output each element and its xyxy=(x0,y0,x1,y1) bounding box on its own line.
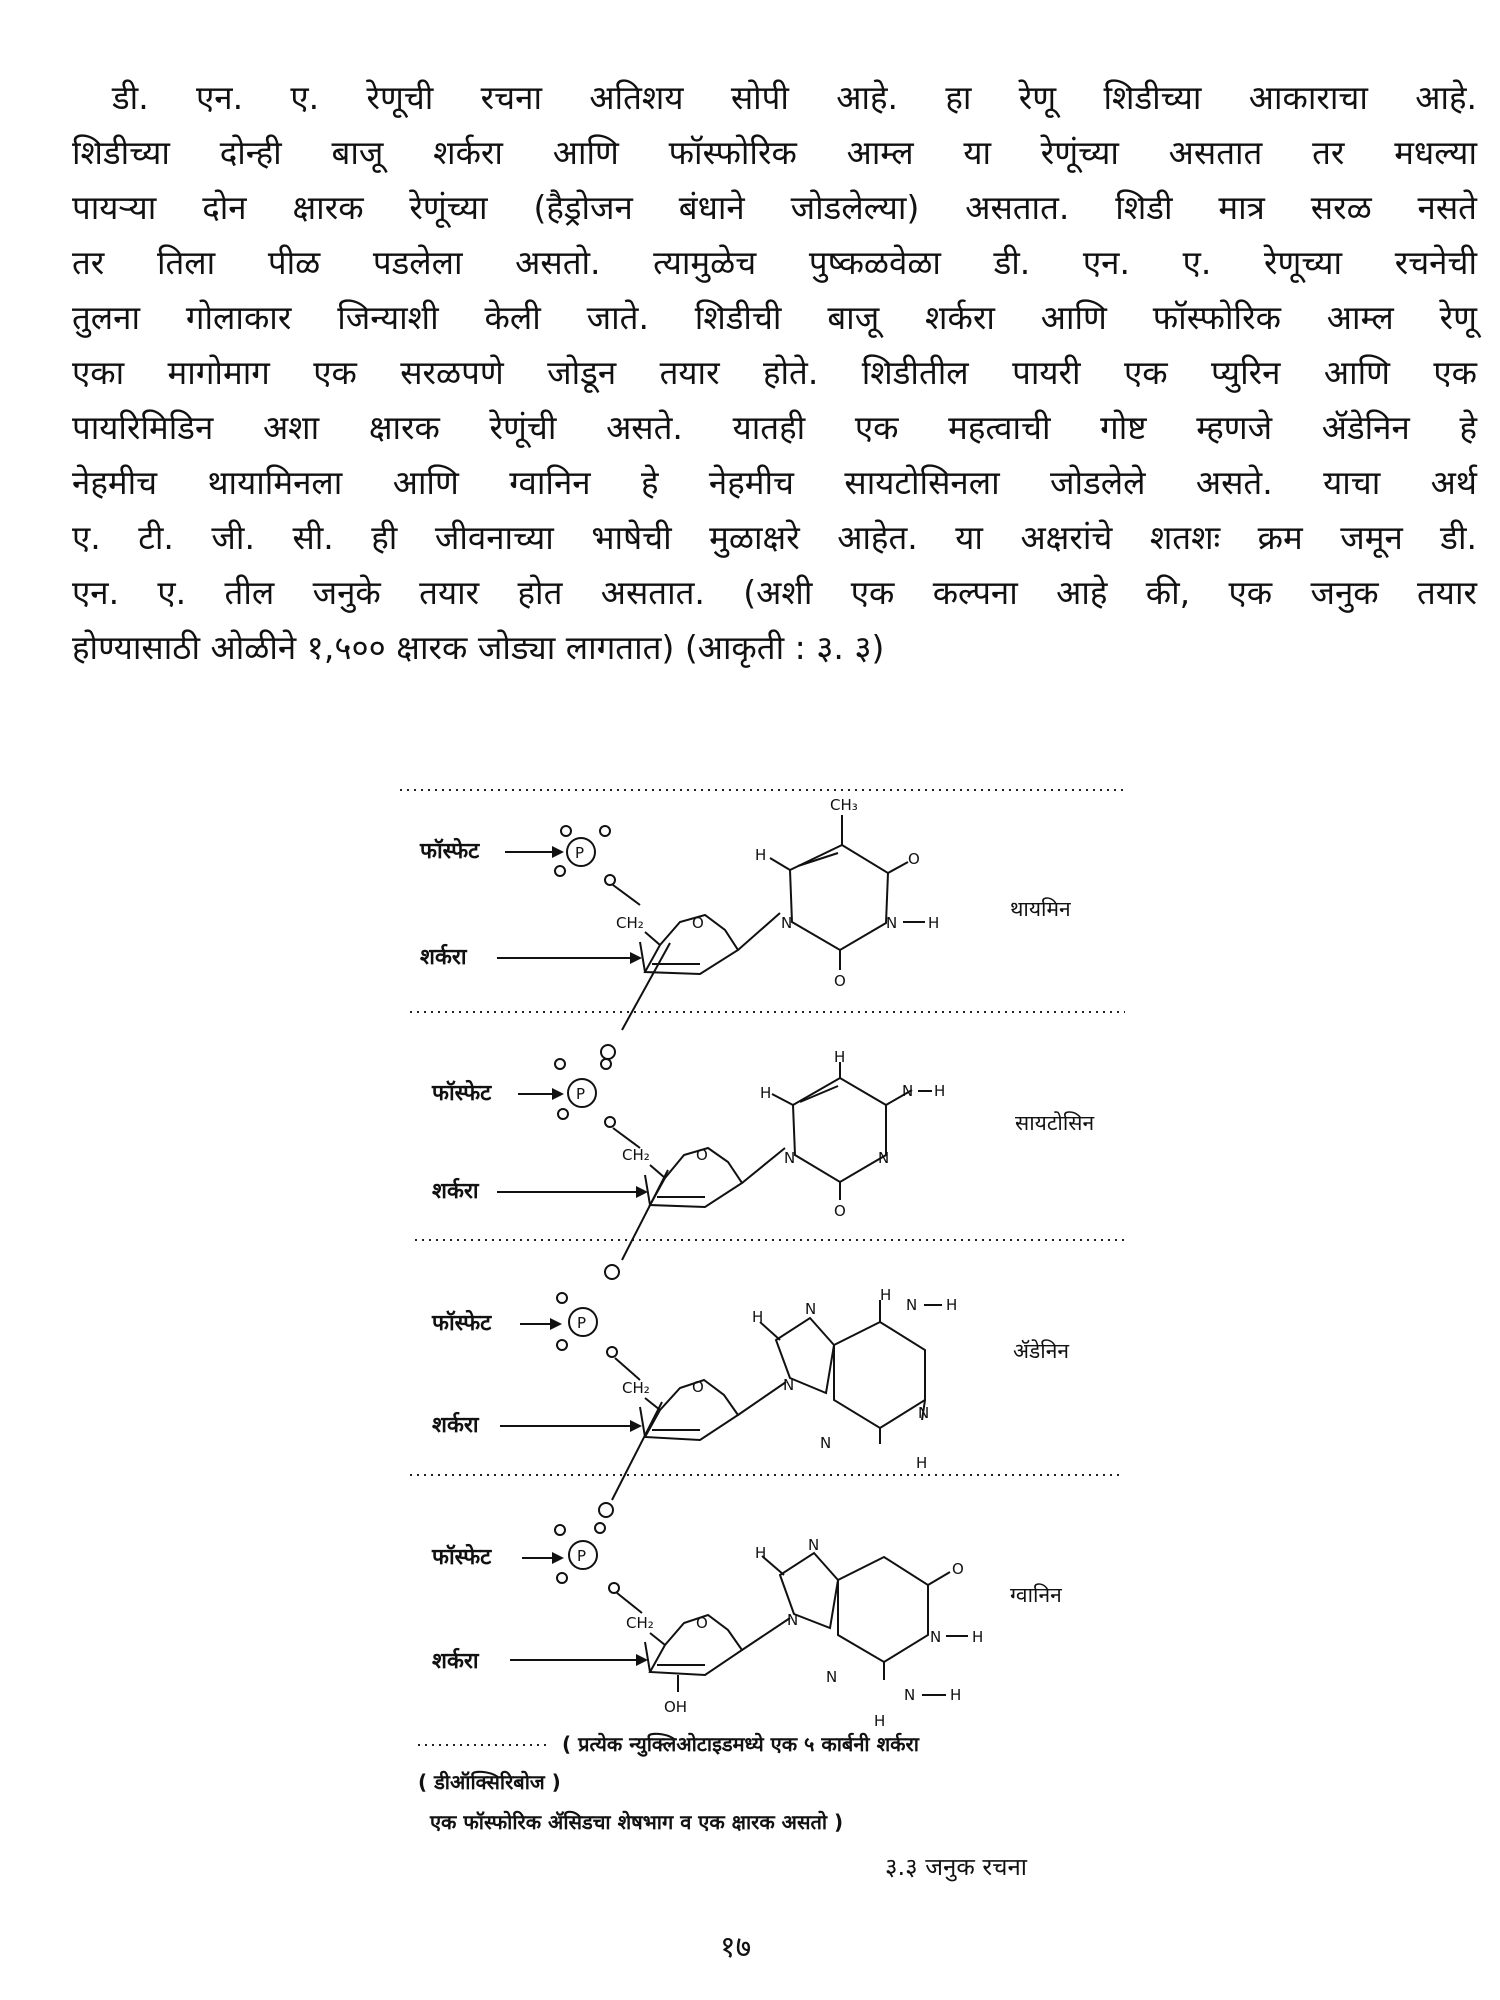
svg-text:N: N xyxy=(808,1536,820,1554)
svg-text:H: H xyxy=(834,1048,846,1066)
svg-text:P: P xyxy=(577,1314,587,1332)
svg-text:N: N xyxy=(904,1686,916,1704)
svg-text:H: H xyxy=(752,1308,764,1326)
phosphate-label: फॉस्फेट xyxy=(420,839,480,864)
svg-text:N: N xyxy=(820,1434,832,1452)
ch2-label: CH₂ xyxy=(622,1146,650,1164)
adenine-base-ring xyxy=(738,1300,925,1444)
svg-text:H: H xyxy=(946,1296,958,1314)
figure-caption-line3: एक फॉस्फोरिक ॲसिडचा शेषभाग व एक क्षारक असतो ) xyxy=(430,1810,844,1834)
nucleotide-thymine xyxy=(419,796,1071,990)
paragraph-line: ए. टी. जी. सी. ही जीवनाच्या भाषेची मुळाक्षरे आहेत. या अक्षरांचे शतशः क्रम जमून डी. xyxy=(72,518,1477,557)
sugar-ring xyxy=(640,915,738,974)
svg-text:O: O xyxy=(692,914,704,932)
phosphate-label: फॉस्फेट xyxy=(432,1311,492,1336)
svg-text:O: O xyxy=(834,1202,846,1220)
svg-text:O: O xyxy=(696,1146,708,1164)
svg-text:N: N xyxy=(878,1149,890,1167)
figure-caption-line1: ( प्रत्येक न्युक्लिओटाइडमध्ये एक ५ कार्बनी शर्करा xyxy=(562,1732,919,1756)
svg-text:H: H xyxy=(928,914,940,932)
svg-text:N: N xyxy=(781,914,793,932)
base-label: सायटोसिन xyxy=(1015,1111,1095,1135)
base-label: ॲडेनिन xyxy=(1013,1339,1070,1363)
svg-text:OH: OH xyxy=(664,1698,688,1716)
phosphate-label: फॉस्फेट xyxy=(432,1545,492,1570)
svg-text:O: O xyxy=(908,850,920,868)
paragraph-line: तर तिला पीळ पडलेला असतो. त्यामुळेच पुष्कळवेळा डी. एन. ए. रेणूच्या रचनेची xyxy=(72,243,1477,282)
svg-text:N: N xyxy=(918,1404,930,1422)
nucleotide-cytosine xyxy=(431,1048,1094,1220)
figure-title: ३.३ जनुक रचना xyxy=(885,1853,1027,1881)
paragraph-line: डी. एन. ए. रेणूची रचना अतिशय सोपी आहे. हा रेणू शिडीच्या आकाराचा आहे. xyxy=(112,78,1477,117)
paragraph-line: शिडीच्या दोन्ही बाजू शर्करा आणि फॉस्फोरिक आम्ल या रेणूंच्या असतात तर मधल्या xyxy=(72,133,1477,172)
paragraph-line: पायऱ्या दोन क्षारक रेणूंच्या (हैड्रोजन बंधाने जोडलेल्या) असतात. शिडी मात्र सरळ नसते xyxy=(72,188,1477,227)
sugar-ring xyxy=(640,1380,738,1440)
svg-text:N: N xyxy=(886,914,898,932)
svg-text:H: H xyxy=(972,1628,984,1646)
paragraph-line: एका मागोमाग एक सरळपणे जोडून तयार होते. शिडीतील पायरी एक प्युरिन आणि एक xyxy=(72,353,1477,392)
svg-text:P: P xyxy=(576,1085,586,1103)
svg-text:H: H xyxy=(755,846,767,864)
svg-text:N: N xyxy=(826,1668,838,1686)
svg-text:CH₃: CH₃ xyxy=(830,796,858,814)
nucleotide-adenine xyxy=(431,1286,1069,1472)
figure-caption-line2: ( डीऑक्सिरिबोज ) xyxy=(418,1770,561,1794)
phosphate-label: फॉस्फेट xyxy=(432,1081,492,1106)
svg-text:H: H xyxy=(934,1082,946,1100)
svg-text:O: O xyxy=(952,1560,964,1578)
ch2-label: CH₂ xyxy=(626,1614,654,1632)
ch2-label: CH₂ xyxy=(616,914,644,932)
svg-text:N: N xyxy=(783,1376,795,1394)
svg-text:O: O xyxy=(692,1378,704,1396)
svg-text:N: N xyxy=(902,1082,914,1100)
sugar-ring xyxy=(645,1615,742,1692)
cytosine-base-ring xyxy=(742,1062,912,1200)
svg-text:H: H xyxy=(880,1286,892,1304)
svg-text:H: H xyxy=(874,1712,886,1730)
svg-text:N: N xyxy=(930,1628,942,1646)
nucleotide-guanine xyxy=(431,1523,1062,1730)
sugar-ring xyxy=(645,1148,742,1207)
phosphate-group xyxy=(555,1059,640,1148)
paragraph-line: होण्यासाठी ओळीने १,५०० क्षारक जोड्या लागतात) (आकृती : ३. ३) xyxy=(72,628,885,667)
svg-text:O: O xyxy=(834,972,846,990)
paragraph-line: नेहमीच थायामिनला आणि ग्वानिन हे नेहमीच सायटोसिनला जोडलेले असते. याचा अर्थ xyxy=(72,463,1477,502)
svg-text:H: H xyxy=(950,1686,962,1704)
svg-text:P: P xyxy=(575,844,585,862)
phosphate-group xyxy=(555,826,640,905)
svg-text:P: P xyxy=(577,1547,587,1565)
sugar-label: शर्करा xyxy=(432,1179,479,1204)
svg-text:H: H xyxy=(755,1544,767,1562)
svg-text:O: O xyxy=(696,1614,708,1632)
svg-text:H: H xyxy=(760,1084,772,1102)
svg-text:N: N xyxy=(805,1300,817,1318)
paragraph-line: एन. ए. तील जनुके तयार होत असतात. (अशी एक कल्पना आहे की, एक जनुक तयार xyxy=(72,573,1477,612)
phosphate-group xyxy=(555,1523,642,1613)
sugar-label: शर्करा xyxy=(432,1413,479,1438)
svg-text:H: H xyxy=(916,1454,928,1472)
phosphate-group xyxy=(557,1293,640,1380)
ch2-label: CH₂ xyxy=(622,1379,650,1397)
svg-text:N: N xyxy=(906,1296,918,1314)
svg-text:N: N xyxy=(784,1149,796,1167)
base-label: थायमिन xyxy=(1010,897,1071,921)
paragraph-line: पायरिमिडिन अशा क्षारक रेणूंची असते. यातही एक महत्वाची गोष्ट म्हणजे ॲडेनिन हे xyxy=(72,408,1477,447)
guanine-base-ring xyxy=(742,1553,968,1680)
svg-text:N: N xyxy=(787,1611,799,1629)
page-number: १७ xyxy=(720,1930,752,1965)
sugar-label: शर्करा xyxy=(432,1649,479,1674)
base-label: ग्वानिन xyxy=(1010,1583,1062,1607)
paragraph-line: तुलना गोलाकार जिन्याशी केली जाते. शिडीची बाजू शर्करा आणि फॉस्फोरिक आम्ल रेणू xyxy=(72,298,1477,337)
sugar-label: शर्करा xyxy=(420,945,467,970)
thymine-base-ring xyxy=(738,815,925,970)
